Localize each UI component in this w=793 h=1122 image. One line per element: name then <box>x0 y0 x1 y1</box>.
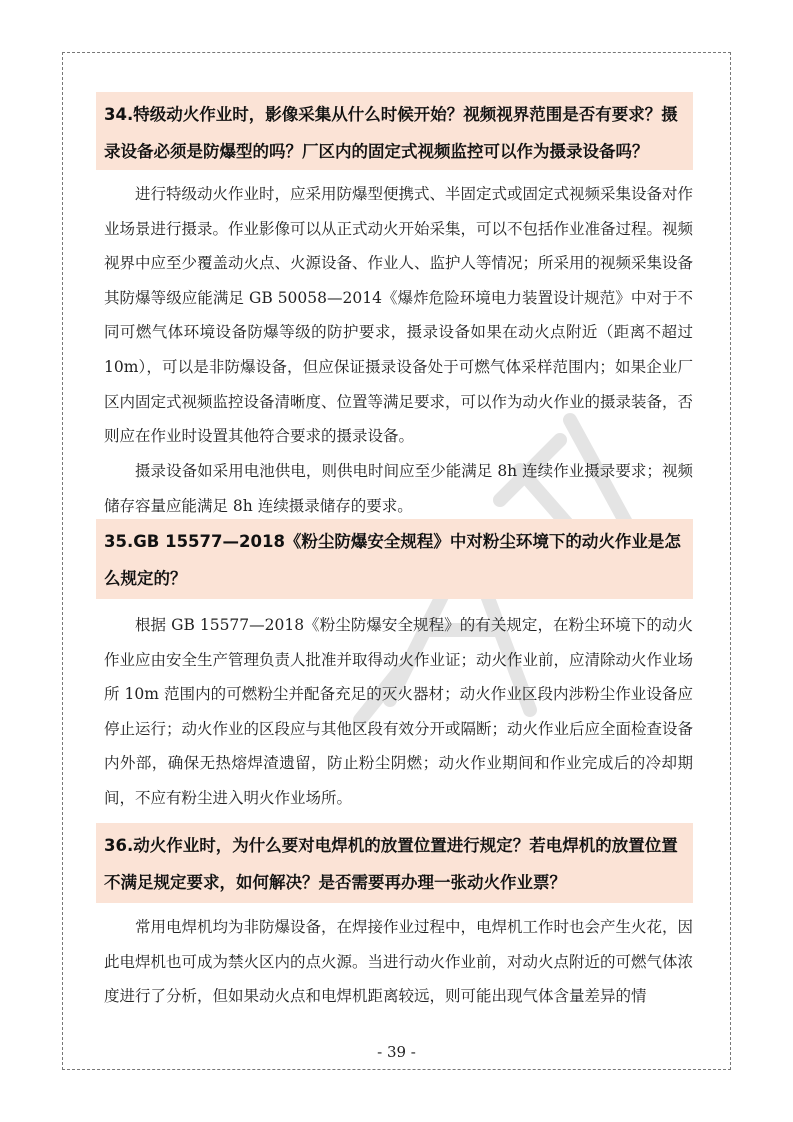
question-35-title: 35.GB 15577—2018《粉尘防爆安全规程》中对粉尘环境下的动火作业是怎么规定的？ <box>104 532 681 588</box>
question-34-title: 34.特级动火作业时，影像采集从什么时候开始？视频视界范围是否有要求？摄录设备必须是防爆型的吗？厂区内的固定式视频监控可以作为摄录设备吗？ <box>104 105 678 161</box>
question-36-title: 36.动火作业时，为什么要对电焊机的放置位置进行规定？若电焊机的放置位置不满足规定要求，如何解决？是否需要再办理一张动火作业票？ <box>104 836 678 892</box>
question-35-heading <box>96 519 693 599</box>
question-34-answer-paragraph-1: 进行特级动火作业时，应采用防爆型便携式、半固定式或固定式视频采集设备对作业场景进行摄录。作业影像可以从正式动火开始采集，可以不包括作业准备过程。视频视界中应至少覆盖动火点、火源设备、作业人、监护人等情况；所采用的视频采集设备其防爆等级应能满足 GB 50058—2014《爆炸危险环境电力装置设计规范》中对于不同可燃气体环境设备防爆等级的防护要求，摄录设备如果在动火点附近（距离不超过 10m），可以是非防爆设备，但应保证摄录设备处于可燃气体采样范围内；如果企业厂区内固定式视频监控设备清晰度、位置等满足要求，可以作为动火作业的摄录装备，否则应在作业时设置其他符合要求的摄录设备。 <box>104 185 694 446</box>
question-35-answer-paragraph-1: 根据 GB 15577—2018《粉尘防爆安全规程》的有关规定，在粉尘环境下的动火作业应由安全生产管理负责人批准并取得动火作业证；动火作业前，应清除动火作业场所 10m 范围内的可燃粉尘并配备充足的灭火器材；动火作业区段内涉粉尘作业设备应停止运行；动火作业的区段应与其他区段有效分开或隔断；动火作业后应全面检查设备内外部，确保无热熔焊渣遗留，防止粉尘阴燃；动火作业期间和作业完成后的冷却期间，不应有粉尘进入明火作业场所。 <box>104 616 694 807</box>
question-34-heading <box>96 92 693 170</box>
question-36-answer-paragraph-1: 常用电焊机均为非防爆设备，在焊接作业过程中，电焊机工作时也会产生火花，因此电焊机也可成为禁火区内的点火源。当进行动火作业前，对动火点附近的可燃气体浓度进行了分析，但如果动火点和电焊机距离较远，则可能出现气体含量差异的情 <box>104 918 694 1006</box>
question-34-answer-paragraph-2: 摄录设备如采用电池供电，则供电时间应至少能满足 8h 连续作业摄录要求；视频储存容量应能满足 8h 连续摄录储存的要求。 <box>104 462 693 515</box>
page-number: - 39 - <box>377 1043 416 1061</box>
question-36-heading <box>96 823 693 903</box>
